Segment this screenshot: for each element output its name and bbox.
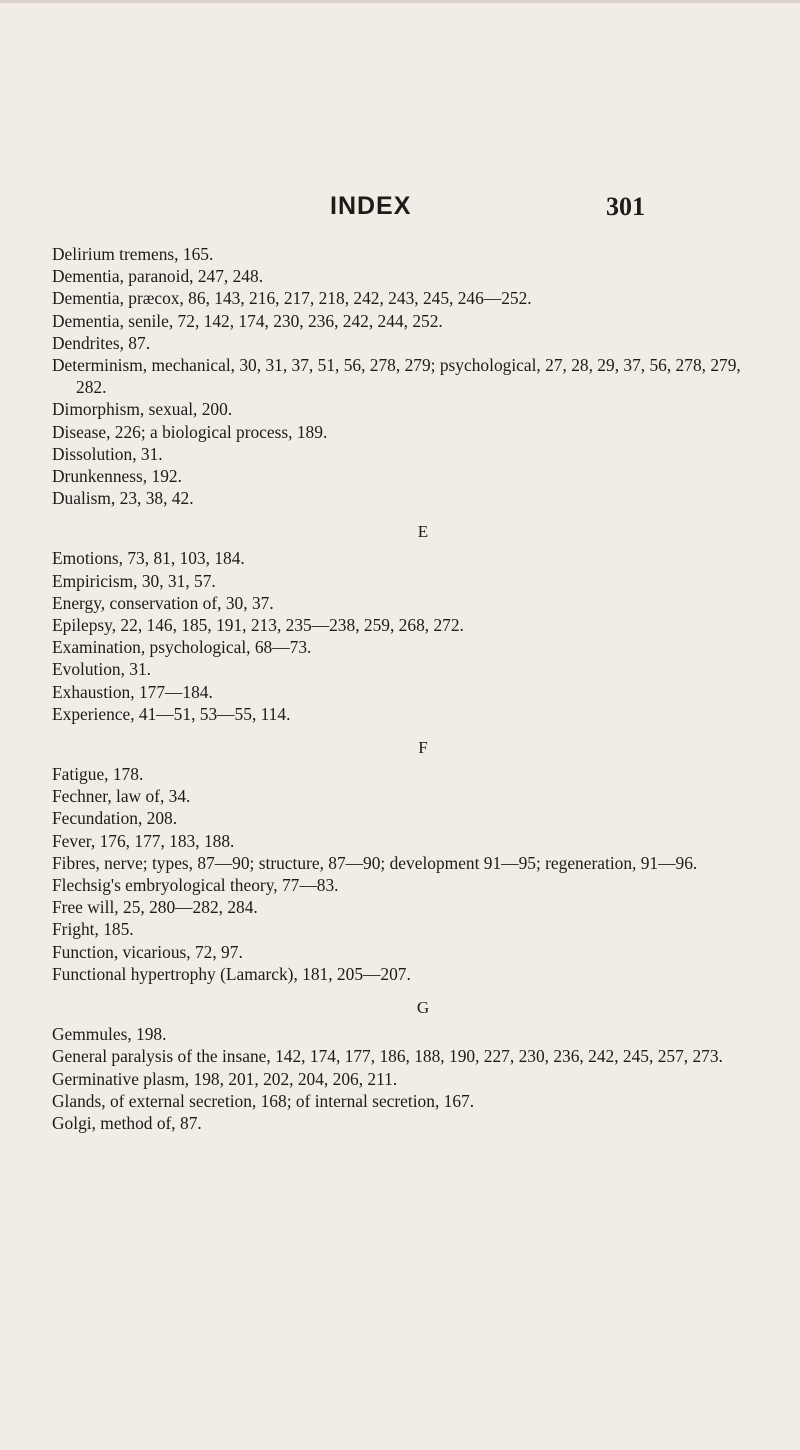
index-body bbox=[52, 243, 772, 1134]
index-entry: Fright, 185. bbox=[52, 919, 134, 940]
index-entry: Empiricism, 30, 31, 57. bbox=[52, 570, 216, 591]
running-head: INDEX bbox=[330, 192, 412, 220]
index-entry: Energy, conservation of, 30, 37. bbox=[52, 592, 274, 613]
index-entry: Fibres, nerve; types, 87—90; structure, 87—90; development 91—95; regeneration, 91—96. bbox=[52, 852, 698, 873]
index-entry: Free will, 25, 280—282, 284. bbox=[52, 897, 258, 918]
index-entry: Determinism, mechanical, 30, 31, 37, 51, 56, 278, 279; psychological, 27, 28, 29, 37, 56, 278, 279, 282. bbox=[52, 355, 741, 398]
section-letter: E bbox=[417, 522, 429, 542]
index-entry: Emotions, 73, 81, 103, 184. bbox=[52, 548, 245, 569]
index-entry: Epilepsy, 22, 146, 185, 191, 213, 235—238, 259, 268, 272. bbox=[52, 615, 464, 636]
index-entry: Delirium tremens, 165. bbox=[52, 244, 214, 264]
index-entry: Dementia, præcox, 86, 143, 216, 217, 218, 242, 243, 245, 246—252. bbox=[52, 288, 532, 309]
index-entry: Dendrites, 87. bbox=[52, 332, 151, 353]
index-section-f bbox=[52, 737, 772, 985]
index-entry: Drunkenness, 192. bbox=[52, 466, 182, 487]
index-entry: Golgi, method of, 87. bbox=[52, 1112, 202, 1133]
index-entry: Exhaustion, 177—184. bbox=[52, 681, 213, 702]
page-number: 301 bbox=[606, 192, 645, 221]
page-header bbox=[0, 192, 800, 232]
index-entry: Dimorphism, sexual, 200. bbox=[52, 399, 233, 420]
index-entry: Functional hypertrophy (Lamarck), 181, 205—207. bbox=[52, 963, 411, 984]
index-entry: Germinative plasm, 198, 201, 202, 204, 206, 211. bbox=[52, 1068, 398, 1089]
index-entry: Gemmules, 198. bbox=[52, 1024, 167, 1045]
index-entry: General paralysis of the insane, 142, 174, 177, 186, 188, 190, 227, 230, 236, 242, 245, 257, 273. bbox=[52, 1046, 723, 1067]
index-entry: Dissolution, 31. bbox=[52, 443, 163, 464]
index-entry: Function, vicarious, 72, 97. bbox=[52, 941, 243, 962]
index-entry: Disease, 226; a biological process, 189. bbox=[52, 421, 328, 442]
index-entry: Examination, psychological, 68—73. bbox=[52, 637, 312, 658]
index-entry: Evolution, 31. bbox=[52, 659, 152, 680]
index-entry: Fechner, law of, 34. bbox=[52, 786, 191, 807]
index-entry: Dementia, paranoid, 247, 248. bbox=[52, 266, 264, 287]
index-entry: Flechsig's embryological theory, 77—83. bbox=[52, 875, 339, 896]
index-entry: Fecundation, 208. bbox=[52, 808, 178, 829]
index-entry: Glands, of external secretion, 168; of internal secretion, 167. bbox=[52, 1090, 475, 1111]
index-entry: Fatigue, 178. bbox=[52, 764, 144, 785]
index-entry: Fever, 176, 177, 183, 188. bbox=[52, 830, 235, 851]
index-entry: Dementia, senile, 72, 142, 174, 230, 236, 242, 244, 252. bbox=[52, 310, 443, 331]
index-entry: Experience, 41—51, 53—55, 114. bbox=[52, 703, 291, 724]
section-letter: G bbox=[416, 998, 430, 1018]
index-section-e bbox=[52, 521, 772, 725]
index-entry: Dualism, 23, 38, 42. bbox=[52, 488, 194, 509]
index-section-g bbox=[52, 997, 772, 1134]
section-letter: F bbox=[418, 738, 428, 758]
page-top-edge bbox=[0, 0, 800, 3]
index-section-d bbox=[52, 243, 772, 509]
